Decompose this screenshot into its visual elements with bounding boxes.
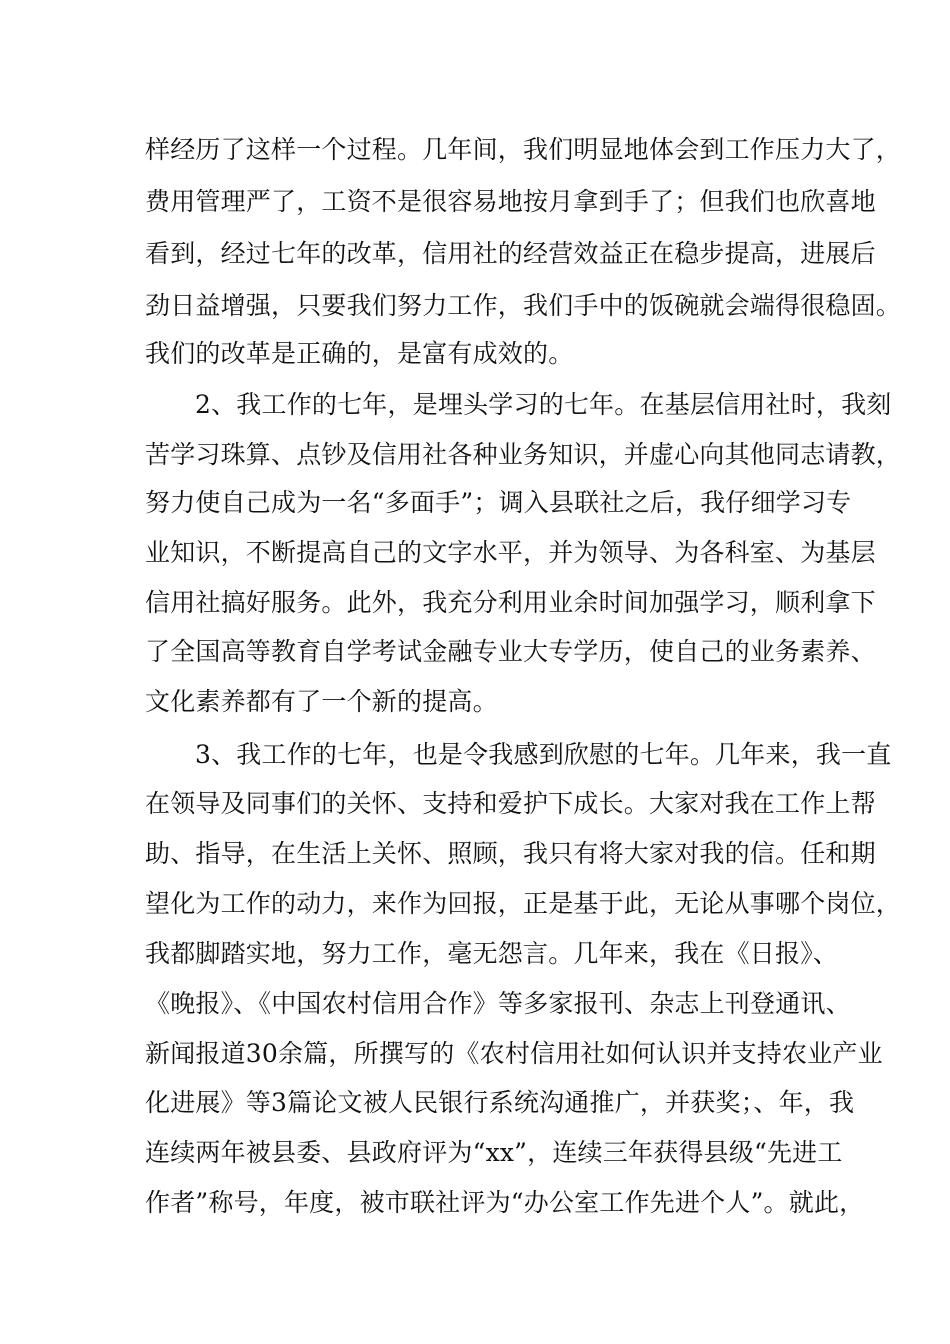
text-line: 苦学习珠算、点钞及信用社各种业务知识，并虚心向其他同志请教，: [145, 440, 902, 469]
text-line: 《晚报》、《中国农村信用合作》等多家报刊、杂志上刊登通讯、: [145, 989, 851, 1018]
text-line: 努力使自己成为一名“多面手”；调入县联社之后，我仔细学习专: [145, 488, 852, 517]
text-line: 作者”称号，年度，被市联社评为“办公室工作先进个人”。就此，: [145, 1188, 865, 1217]
text-line: 我都脚踏实地，努力工作，毫无怨言。几年来，我在《日报》、: [145, 939, 839, 968]
text-line: 望化为工作的动力，来作为回报，正是基于此，无论从事哪个岗位，: [145, 889, 902, 918]
text-line: 了全国高等教育自学考试金融专业大专学历，使自己的业务素养、: [145, 637, 876, 666]
text-line: 费用管理严了，工资不是很容易地按月拿到手了；但我们也欣喜地: [145, 187, 876, 216]
text-line: 化进展》等3篇论文被人民银行系统沟通推广，并获奖；、年，我: [145, 1088, 855, 1117]
text-line: 劲日益增强，只要我们努力工作，我们手中的饭碗就会端得很稳固。: [145, 291, 902, 320]
text-line: 新闻报道30余篇，所撰写的《农村信用社如何认识并支持农业产业: [145, 1039, 883, 1068]
text-line: 文化素养都有了一个新的提高。: [145, 687, 498, 716]
paragraph-start-line: 2、我工作的七年，是埋头学习的七年。在基层信用社时，我刻: [195, 390, 892, 419]
text-line: 连续两年被县委、县政府评为“xx”，连续三年获得县级“先进工: [145, 1138, 843, 1167]
text-line: 信用社搞好服务。此外，我充分利用业余时间加强学习，顺利拿下: [145, 588, 876, 617]
text-line: 助、指导，在生活上关怀、照顾，我只有将大家对我的信。任和期: [145, 839, 876, 868]
text-line: 业知识，不断提高自己的文字水平，并为领导、为各科室、为基层: [145, 538, 876, 567]
paragraph-start-line: 3、我工作的七年，也是令我感到欣慰的七年。几年来，我一直: [195, 740, 892, 769]
text-line: 我们的改革是正确的，是富有成效的。: [145, 339, 574, 368]
text-line: 在领导及同事们的关怀、支持和爱护下成长。大家对我在工作上帮: [145, 789, 876, 818]
text-line: 看到，经过七年的改革，信用社的经营效益正在稳步提高，进展后: [145, 239, 876, 268]
text-line: 样经历了这样一个过程。几年间，我们明显地体会到工作压力大了，: [145, 135, 902, 164]
